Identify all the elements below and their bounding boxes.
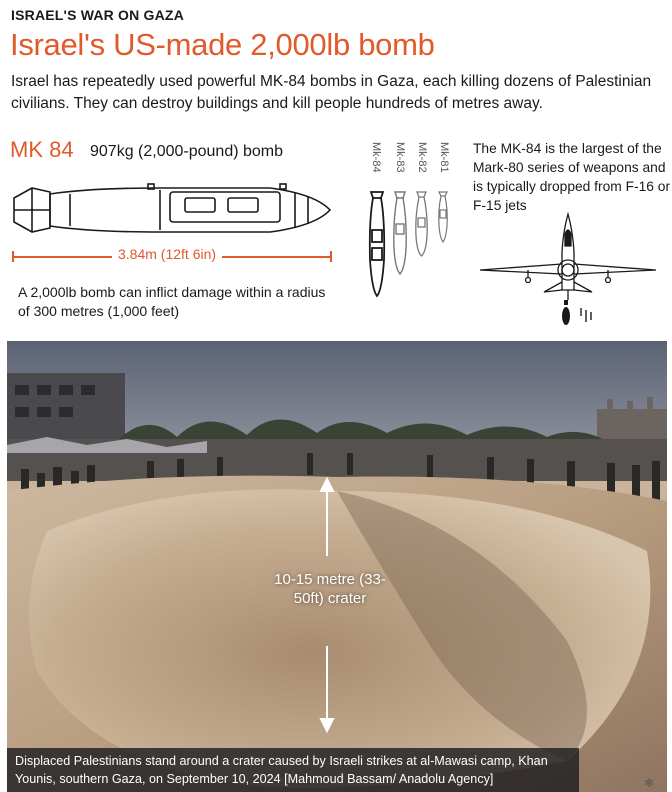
series-label-mk81: Mk-81 xyxy=(438,142,450,173)
crater-size-label: 10-15 metre (33-50ft) crater xyxy=(274,571,386,607)
bomb-weight: 907kg (2,000-pound) bomb xyxy=(90,143,284,160)
photo-caption: Displaced Palestinians stand around a crater caused by Israeli strikes at al-Mawasi camp, Khan Younis, southern Gaza, on September 10, 2024 [Mahmoud Bassam/ Anadolu Agency] xyxy=(7,748,579,792)
damage-radius-note: A 2,000lb bomb can inflict damage within a radius of 300 metres (1,000 feet) xyxy=(18,284,326,319)
section-kicker: ISRAEL'S WAR ON GAZA xyxy=(11,7,184,23)
series-label-mk84: Mk-84 xyxy=(370,142,382,173)
brand-logo-icon: ❄ xyxy=(643,776,655,790)
f16-jet-icon xyxy=(478,212,658,330)
bomb-name: MK 84 xyxy=(10,137,74,162)
mk81-small-bomb xyxy=(439,192,448,242)
length-label: 3.84m (12ft 6in) xyxy=(112,246,222,262)
mk83-small-bomb xyxy=(394,192,406,274)
series-label-mk83: Mk-83 xyxy=(394,142,406,173)
length-dimension xyxy=(12,246,332,266)
page-title: Israel's US-made 2,000lb bomb xyxy=(10,27,435,62)
length-tick-right xyxy=(330,251,332,262)
intro-text: Israel has repeatedly used powerful MK-84 bombs in Gaza, each killing dozens of Palestinian civilians. They can destroy buildings and kill people hundreds of metres away. xyxy=(11,73,652,112)
mk82-small-bomb xyxy=(416,192,427,256)
falling-bomb-icon xyxy=(562,300,570,325)
mark80-series-illustration xyxy=(362,140,462,300)
length-tick-left xyxy=(12,251,14,262)
mk84-small-bomb xyxy=(370,192,384,296)
side-note: The MK-84 is the largest of the Mark-80 series of weapons and is typically dropped from F-16 or F-15 jets xyxy=(473,141,671,213)
series-label-mk82: Mk-82 xyxy=(416,142,428,173)
mk84-bomb-illustration xyxy=(10,180,335,240)
crater-photo xyxy=(7,341,667,792)
